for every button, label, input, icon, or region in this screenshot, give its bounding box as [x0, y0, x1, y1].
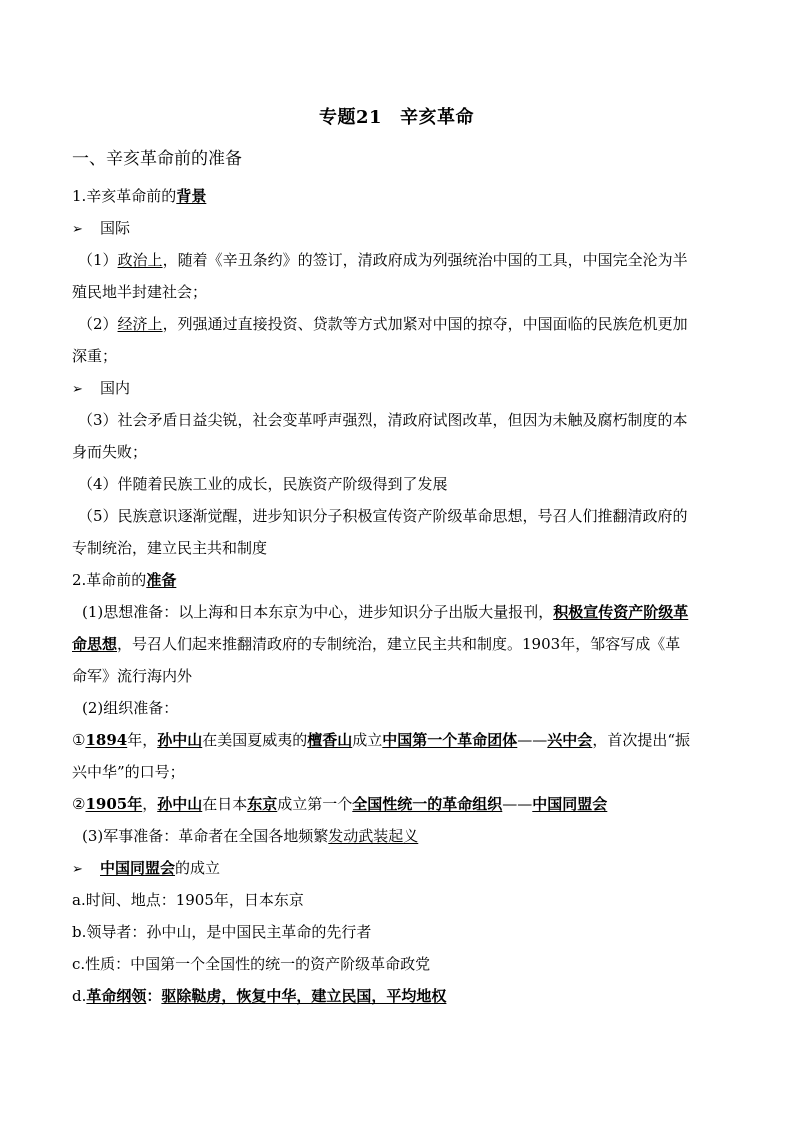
subsection-background	[72, 186, 724, 206]
section-heading: 一、辛亥革命前的准备	[72, 149, 242, 169]
key-phrase: 积极宣传资产阶级革	[553, 603, 689, 621]
paragraph-1-line-2: 殖民地半封建社会；	[72, 283, 208, 301]
item-letter: d.	[72, 987, 87, 1005]
org-prep-heading: (2)组织准备：	[82, 699, 179, 717]
key-phrase: 驱除鞑虏，恢复中华，建立民国，平均地权	[161, 987, 447, 1005]
dash: ——	[502, 795, 533, 813]
idea-prep-line-2	[72, 634, 724, 654]
bullet-label: 国内	[100, 379, 131, 397]
dash: ——	[517, 731, 548, 749]
bullet-label: 国际	[100, 219, 131, 237]
title-topic-name: 辛亥革命	[400, 107, 475, 128]
title-topic-number: 专题21	[318, 107, 383, 128]
subsection-preparation	[72, 570, 724, 590]
key-person: 孙中山	[157, 795, 203, 813]
idea-prep-line-3: 命军》流行海内外	[72, 667, 193, 685]
org-item-1-line-1	[72, 730, 724, 750]
circled-number: ①	[72, 731, 86, 749]
item-a: a.时间、地点：1905年，日本东京	[72, 891, 304, 909]
subsection-key: 准备	[146, 571, 177, 589]
paragraph-5-line-1: （5）民族意识逐渐觉醒，进步知识分子积极宣传资产阶级革命思想，号召人们推翻清政府的	[78, 507, 688, 525]
paragraph-2-line-1	[72, 314, 730, 334]
text: 在日本	[202, 795, 248, 813]
text: ，首次提出“振	[592, 731, 690, 749]
text: 成立	[352, 731, 383, 749]
key-phrase: 全国性统一的革命组织	[352, 795, 503, 813]
paragraph-text: ，随着《辛丑条约》的签订，清政府成为列强统治中国的工具，中国完全沦为半	[162, 251, 688, 269]
org-item-1-line-2: 兴中华”的口号；	[72, 763, 185, 781]
paragraph-4: （4）伴随着民族工业的成长，民族资产阶级得到了发展	[78, 475, 448, 493]
text: 在美国夏威夷的	[202, 731, 308, 749]
arrow-bullet-icon: ➢	[72, 222, 83, 237]
key-phrase: 革命纲领	[86, 987, 147, 1005]
key-phrase: 命思想	[72, 635, 118, 653]
paragraph-5-line-2: 专制统治，建立民主共和制度	[72, 539, 268, 557]
key-year: 1905年	[85, 795, 143, 813]
key-organization: 中国同盟会	[100, 859, 176, 877]
bullet-international	[72, 218, 724, 240]
bullet-tongmenghui	[72, 858, 724, 880]
key-place: 檀香山	[307, 731, 353, 749]
key-organization: 兴中会	[547, 731, 593, 749]
paragraph-text: ，列强通过直接投资、贷款等方式加紧对中国的掠夺，中国面临的民族危机更加	[162, 315, 688, 333]
page-title	[0, 103, 793, 129]
arrow-bullet-icon: ➢	[72, 382, 83, 397]
paragraph-text: (3)军事准备：革命者在全国各地频繁	[82, 827, 329, 845]
key-year: 1894	[85, 731, 128, 749]
item-c: c.性质：中国第一个全国性的统一的资产阶级革命政党	[72, 955, 431, 973]
key-place: 东京	[247, 795, 278, 813]
subsection-prefix: 2.革命前的	[72, 571, 147, 589]
key-person: 孙中山	[157, 731, 203, 749]
item-number: （2）	[78, 315, 118, 333]
paragraph-text: ，号召人们起来推翻清政府的专制统治，建立民主共和制度。1903年，邹容写成《革	[117, 635, 681, 653]
arrow-bullet-icon: ➢	[72, 862, 83, 877]
underlined-term: 政治上	[117, 251, 163, 269]
item-number: （1）	[78, 251, 118, 269]
key-organization: 中国同盟会	[532, 795, 608, 813]
paragraph-2-line-2: 深重；	[72, 347, 118, 365]
circled-number: ②	[72, 795, 86, 813]
underlined-term: 发动武装起义	[328, 827, 419, 845]
military-prep	[72, 826, 734, 846]
key-phrase: 中国第一个革命团体	[382, 731, 518, 749]
bullet-domestic	[72, 378, 724, 400]
bullet-label: 的成立	[175, 859, 221, 877]
subsection-prefix: 1.辛亥革命前的	[72, 187, 177, 205]
text: 年，	[127, 731, 158, 749]
colon: ：	[146, 987, 162, 1005]
text: ，	[142, 795, 158, 813]
subsection-key: 背景	[176, 187, 207, 205]
org-item-2	[72, 794, 724, 814]
idea-prep-line-1	[72, 602, 734, 622]
paragraph-text: (1)思想准备：以上海和日本东京为中心，进步知识分子出版大量报刊，	[82, 603, 554, 621]
paragraph-3-line-2: 身而失败；	[72, 443, 148, 461]
underlined-term: 经济上	[117, 315, 163, 333]
item-b: b.领导者：孙中山，是中国民主革命的先行者	[72, 923, 372, 941]
text: 成立第一个	[277, 795, 353, 813]
item-d	[72, 986, 724, 1006]
paragraph-3-line-1: （3）社会矛盾日益尖锐，社会变革呼声强烈，清政府试图改革，但因为未触及腐朽制度的本	[78, 411, 688, 429]
paragraph-1-line-1	[72, 250, 730, 270]
